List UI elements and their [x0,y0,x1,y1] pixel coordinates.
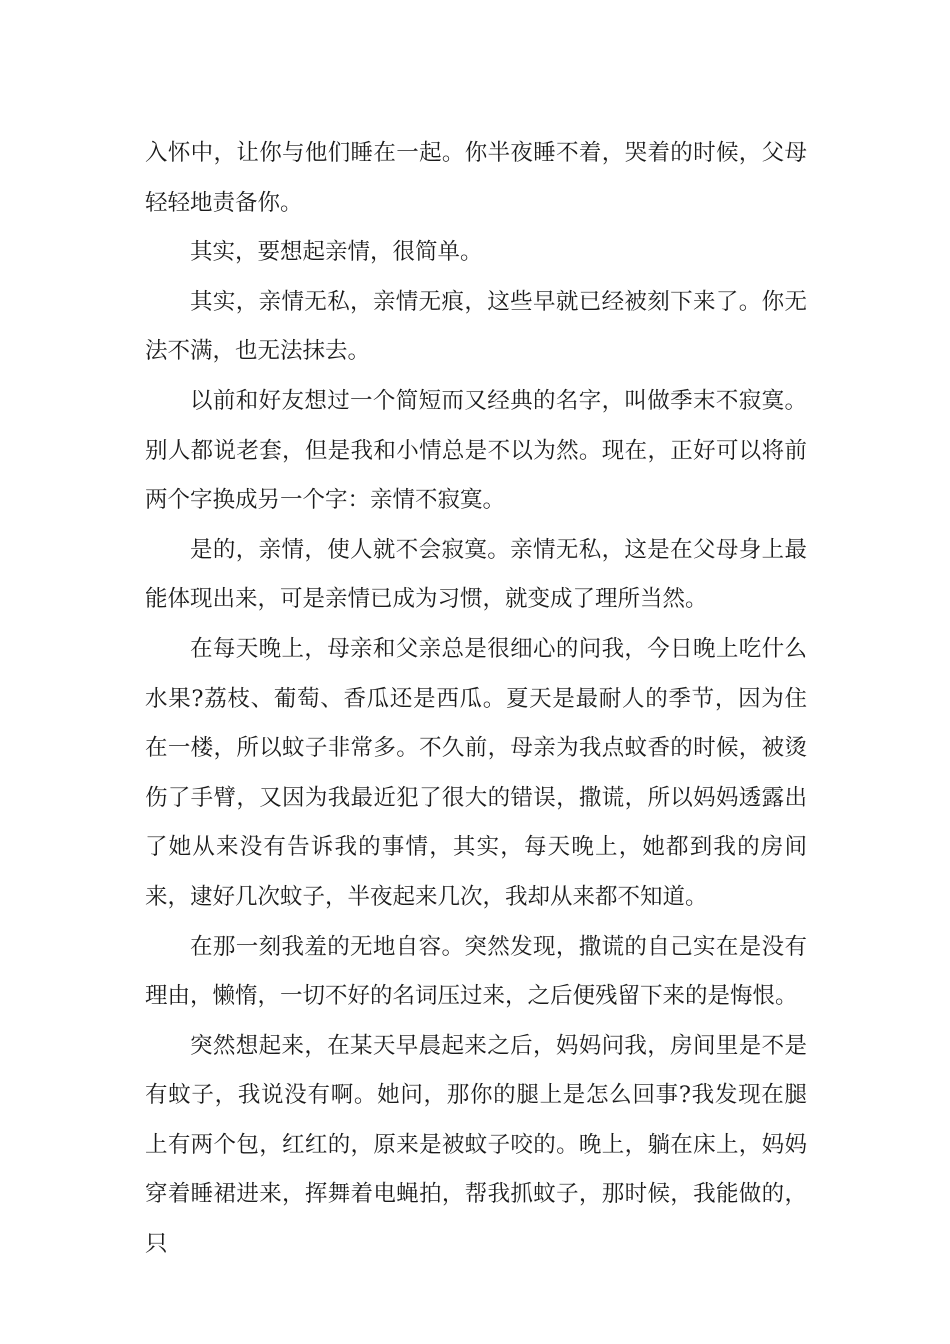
paragraph-5: 是的，亲情，使人就不会寂寞。亲情无私，这是在父母身上最能体现出来，可是亲情已成为习惯，就变成了理所当然。 [145,536,807,613]
paragraph-1: 入怀中，让你与他们睡在一起。你半夜睡不着，哭着的时候，父母轻轻地责备你。 [145,140,807,216]
body-text [145,129,807,1270]
paragraph-7: 在那一刻我羞的无地自容。突然发现，撒谎的自己实在是没有理由，懒惰，一切不好的名词压过来，之后便残留下来的是悔恨。 [145,933,807,1010]
paragraph-8: 突然想起来，在某天早晨起来之后，妈妈问我，房间里是不是有蚊子，我说没有啊。她问，那你的腿上是怎么回事?我发现在腿上有两个包，红红的，原来是被蚊子咬的。晚上，躺在床上，妈妈穿着睡裙进来，挥舞着电蝇拍，帮我抓蚊子，那时候，我能做的，只 [145,1032,807,1258]
paragraph-4: 以前和好友想过一个简短而又经典的名字，叫做季末不寂寞。别人都说老套，但是我和小情总是不以为然。现在，正好可以将前两个字换成另一个字：亲情不寂寞。 [145,387,807,514]
paragraph-3: 其实，亲情无私，亲情无痕，这些早就已经被刻下来了。你无法不满，也无法抹去。 [145,288,807,365]
paragraph-6: 在每天晚上，母亲和父亲总是很细心的问我，今日晚上吃什么水果?荔枝、葡萄、香瓜还是西瓜。夏天是最耐人的季节，因为住在一楼，所以蚊子非常多。不久前，母亲为我点蚊香的时候，被烫伤了手臂，又因为我最近犯了很大的错误，撒谎，所以妈妈透露出了她从来没有告诉我的事情，其实，每天晚上，她都到我的房间来，逮好几次蚊子，半夜起来几次，我却从来都不知道。 [145,635,807,910]
paragraph-2: 其实，要想起亲情，很简单。 [190,239,483,266]
